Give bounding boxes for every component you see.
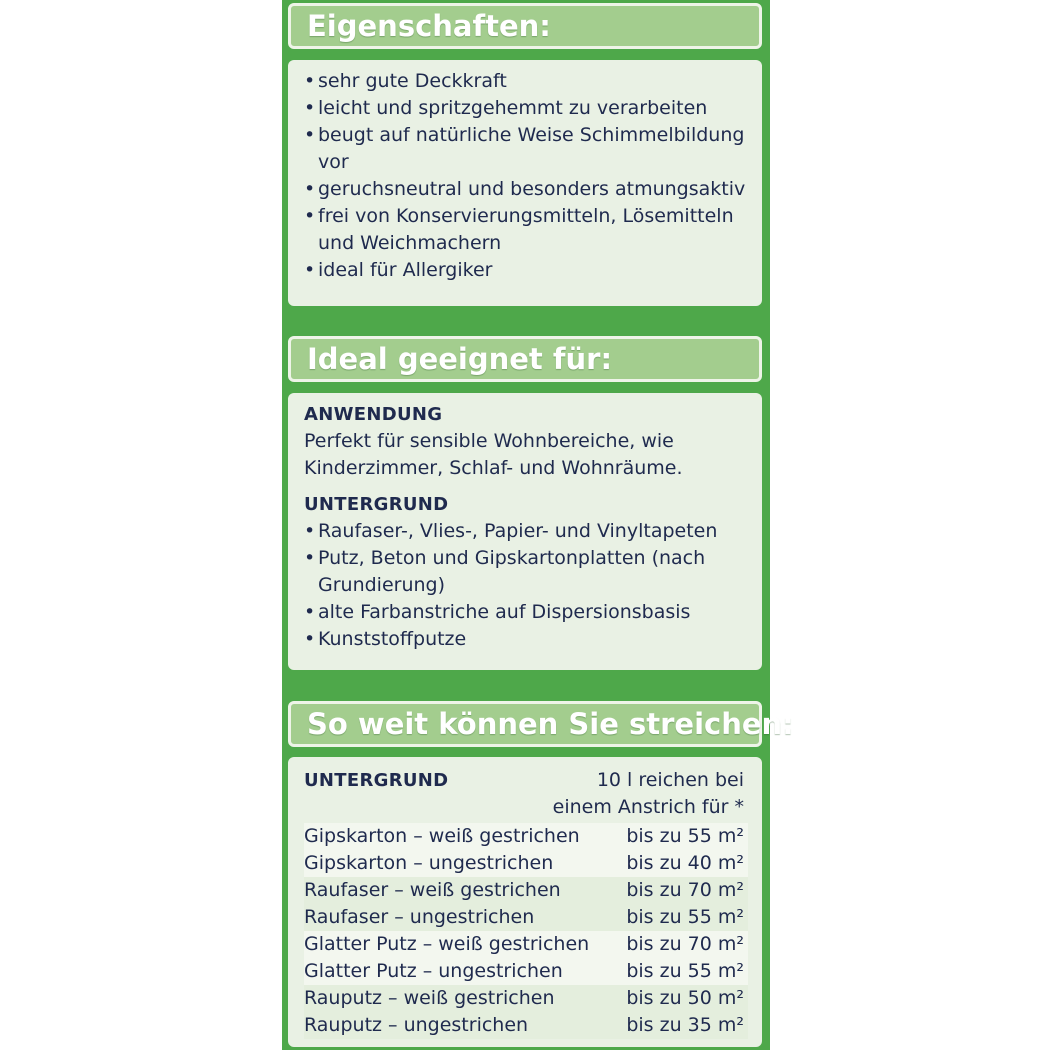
table-row [304, 823, 748, 850]
surface-cell: Gipskarton – weiß gestrichen [304, 825, 580, 847]
coverage-cell: bis zu 35 m² [626, 1014, 744, 1036]
streichen-header: So weit können Sie streichen: [288, 701, 762, 747]
product-info-panel [282, 0, 794, 1050]
list-item: • Putz, Beton und Gipskartonplatten (nach Grundierung) [304, 545, 748, 599]
surface-cell: Rauputz – ungestrichen [304, 1014, 529, 1036]
list-item: • frei von Konservierungsmitteln, Lösemitteln und Weichmachern [304, 203, 748, 257]
list-item: • Kunststoffputze [304, 626, 748, 653]
eigenschaften-list [304, 68, 748, 284]
list-item: • leicht und spritzgehemmt zu verarbeiten [304, 95, 748, 122]
eigenschaften-header: Eigenschaften: [288, 3, 762, 49]
geeignet-header: Ideal geeignet für: [288, 336, 762, 382]
geeignet-box [288, 393, 762, 670]
coverage-column-header [553, 767, 744, 821]
anwendung-text: Perfekt für sensible Wohnbereiche, wie Kinderzimmer, Schlaf- und Wohnräume. [304, 430, 683, 479]
table-row [304, 985, 748, 1012]
list-item: • sehr gute Deckkraft [304, 68, 748, 95]
table-row [304, 850, 748, 877]
list-item: • beugt auf natürliche Weise Schimmelbildung vor [304, 122, 748, 176]
surface-cell: Glatter Putz – weiß gestrichen [304, 933, 590, 955]
table-row [304, 877, 748, 904]
streichen-box [288, 757, 762, 1047]
coverage-cell: bis zu 55 m² [626, 906, 744, 928]
table-row [304, 931, 748, 958]
coverage-cell: bis zu 55 m² [626, 825, 744, 847]
coverage-header-line-1: 10 l reichen bei [596, 769, 744, 791]
coverage-cell: bis zu 50 m² [626, 987, 744, 1009]
list-item: • Raufaser-, Vlies-, Papier- und Vinyltapeten [304, 518, 748, 545]
untergrund-label: UNTERGRUND [304, 494, 449, 515]
coverage-cell: bis zu 55 m² [626, 960, 744, 982]
table-row [304, 904, 748, 931]
anwendung-label: ANWENDUNG [304, 404, 443, 425]
surface-cell: Glatter Putz – ungestrichen [304, 960, 563, 982]
surface-cell: Raufaser – weiß gestrichen [304, 879, 561, 901]
surface-cell: Gipskarton – ungestrichen [304, 852, 554, 874]
eigenschaften-box [288, 60, 762, 306]
coverage-table [304, 823, 748, 1039]
surface-cell: Rauputz – weiß gestrichen [304, 987, 555, 1009]
list-item: • geruchsneutral und besonders atmungsaktiv [304, 176, 748, 203]
surface-cell: Raufaser – ungestrichen [304, 906, 535, 928]
coverage-cell: bis zu 70 m² [626, 933, 744, 955]
table-row [304, 958, 748, 985]
untergrund-column-header: UNTERGRUND [304, 770, 449, 791]
table-row [304, 1012, 748, 1039]
list-item: • alte Farbanstriche auf Dispersionsbasis [304, 599, 748, 626]
coverage-table-header [304, 767, 748, 821]
coverage-cell: bis zu 40 m² [626, 852, 744, 874]
coverage-header-line-2: einem Anstrich für * [552, 796, 744, 818]
untergrund-list [304, 518, 748, 653]
list-item: • ideal für Allergiker [304, 257, 748, 284]
coverage-cell: bis zu 70 m² [626, 879, 744, 901]
